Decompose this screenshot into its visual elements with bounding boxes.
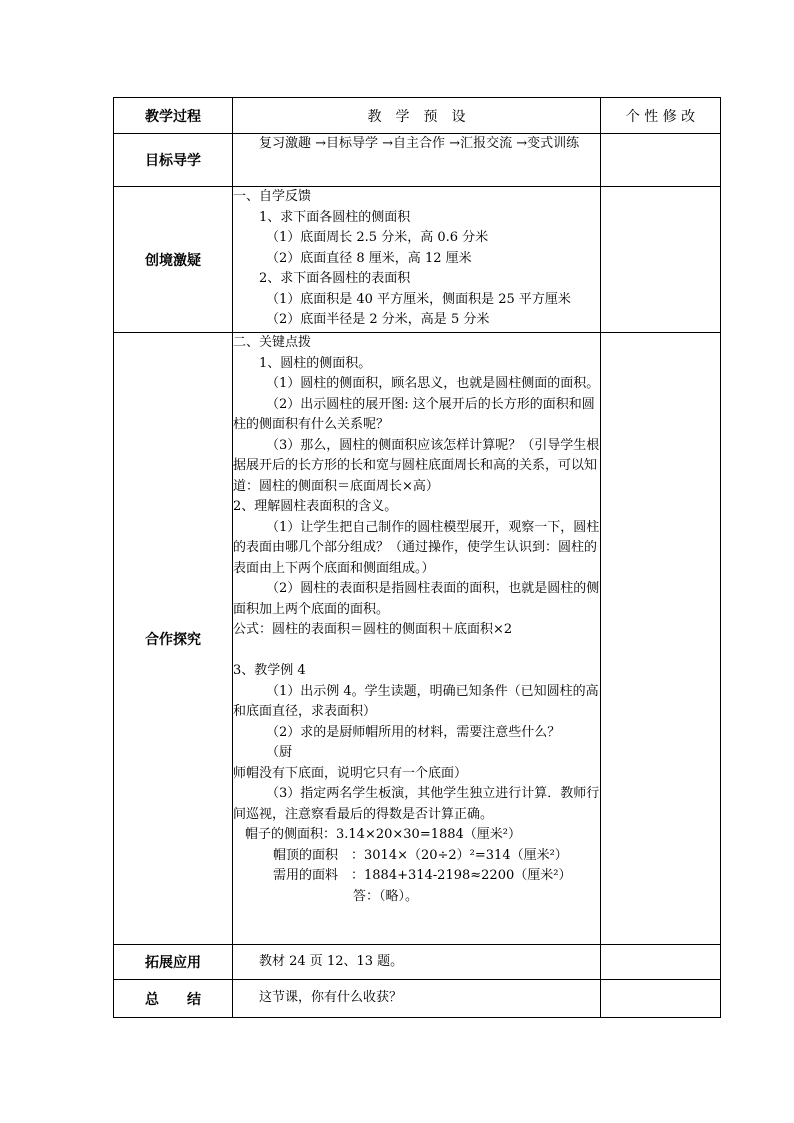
label-explore: 合作探究 [114,333,233,945]
explore-line: （1）出示例 4。学生读题，明确已知条件（已知圆柱的高和底面直径，求表面积） [233,683,599,719]
explore-line: （1）让学生把自己制作的圆柱模型展开，观察一下，圆柱的表面由哪几个部分组成？（通过操作，使学生认识到：圆柱的表面由上下两个底面和侧面组成。） [233,519,600,576]
explore-line: （厨 [266,745,293,760]
explore-line: 帽顶的面积 ：3014×（20÷2）²=314（厘米²） [273,847,568,863]
situation-line: （2）底面半径是 2 分米，高是 5 分米 [266,312,490,327]
content-summary [233,980,601,1018]
content-extend [233,945,601,980]
explore-line: （1）圆柱的侧面积，顾名思义，也就是圆柱侧面的面积。 [266,376,600,391]
explore-line: 3、教学例 4 [233,663,306,678]
explore-line: 公式：圆柱的表面积＝圆柱的侧面积＋底面积×2 [233,622,513,637]
row-extend [114,945,721,980]
explore-line: （3）指定两名学生板演，其他学生独立进行计算．教师行间巡视，注意察看最后的得数是否计算正确。 [233,786,600,822]
situation-line: 2、求下面各圆柱的表面积 [259,271,411,286]
situation-line: （1）底面周长 2.5 分米，高 0.6 分米 [266,230,489,245]
goal-text: 复习激趣 →目标导学 →自主合作 →汇报交流 →变式训练 [259,136,580,151]
modify-summary [601,980,721,1018]
explore-line: 需用的面料 ：1884+314-2198≈2200（厘米²） [273,868,572,883]
situation-line: （2）底面直径 8 厘米，高 12 厘米 [266,250,472,266]
extend-text: 教材 24 页 12、13 题。 [259,953,404,969]
row-goal [114,134,721,187]
header-row [114,98,721,134]
spacer [233,641,600,662]
modify-extend [601,945,721,980]
situation-line: （1）底面积是 40 平方厘米，侧面积是 25 平方厘米 [266,291,571,307]
label-summary: 总 结 [114,980,233,1018]
explore-line: 二、关键点拨 [233,335,312,350]
modify-goal [601,134,721,187]
situation-line: 一、自学反馈 [233,189,312,204]
summary-text: 这节课，你有什么收获？ [259,990,403,1006]
label-situation: 创境激疑 [114,187,233,333]
explore-line: （2）出示圆柱的展开图: 这个展开后的长方形的面积和圆柱的侧面积有什么关系呢？ [233,396,595,432]
label-goal: 目标导学 [114,134,233,187]
header-modify: 个 性 修 改 [601,98,721,134]
content-situation [233,187,601,333]
label-extend: 拓展应用 [114,945,233,980]
explore-line: （3）那么，圆柱的侧面积应该怎样计算呢？（引导学生根据展开后的长方形的长和宽与圆柱底面周长和高的关系，可以知道：圆柱的侧面积＝底面周长×高） [233,437,600,494]
modify-explore [601,333,721,945]
header-process: 教学过程 [114,98,233,134]
explore-line: 1、圆柱的侧面积。 [259,355,372,371]
explore-line: 2、理解圆柱表面积的含义。 [233,499,398,514]
content-goal [233,134,601,187]
row-summary [114,980,721,1018]
explore-line: 师帽没有下底面，说明它只有一个底面） [233,765,468,781]
explore-line: 答：（略）。 [353,888,419,904]
content-explore [233,333,601,945]
explore-line: 帽子的侧面积：3.14×20×30=1884（厘米²） [245,827,522,842]
modify-situation [601,187,721,333]
lesson-plan-table [113,97,721,1018]
row-explore [114,333,721,945]
header-design: 教 学 预 设 [233,98,601,134]
row-situation [114,187,721,333]
situation-line: 1、求下面各圆柱的侧面积 [259,209,411,225]
explore-line: （2）圆柱的表面积是指圆柱表面的面积，也就是圆柱的侧面积加上两个底面的面积。 [233,581,600,617]
explore-line: （2）求的是厨师帽所用的材料，需要注意些什么？ [266,724,561,740]
